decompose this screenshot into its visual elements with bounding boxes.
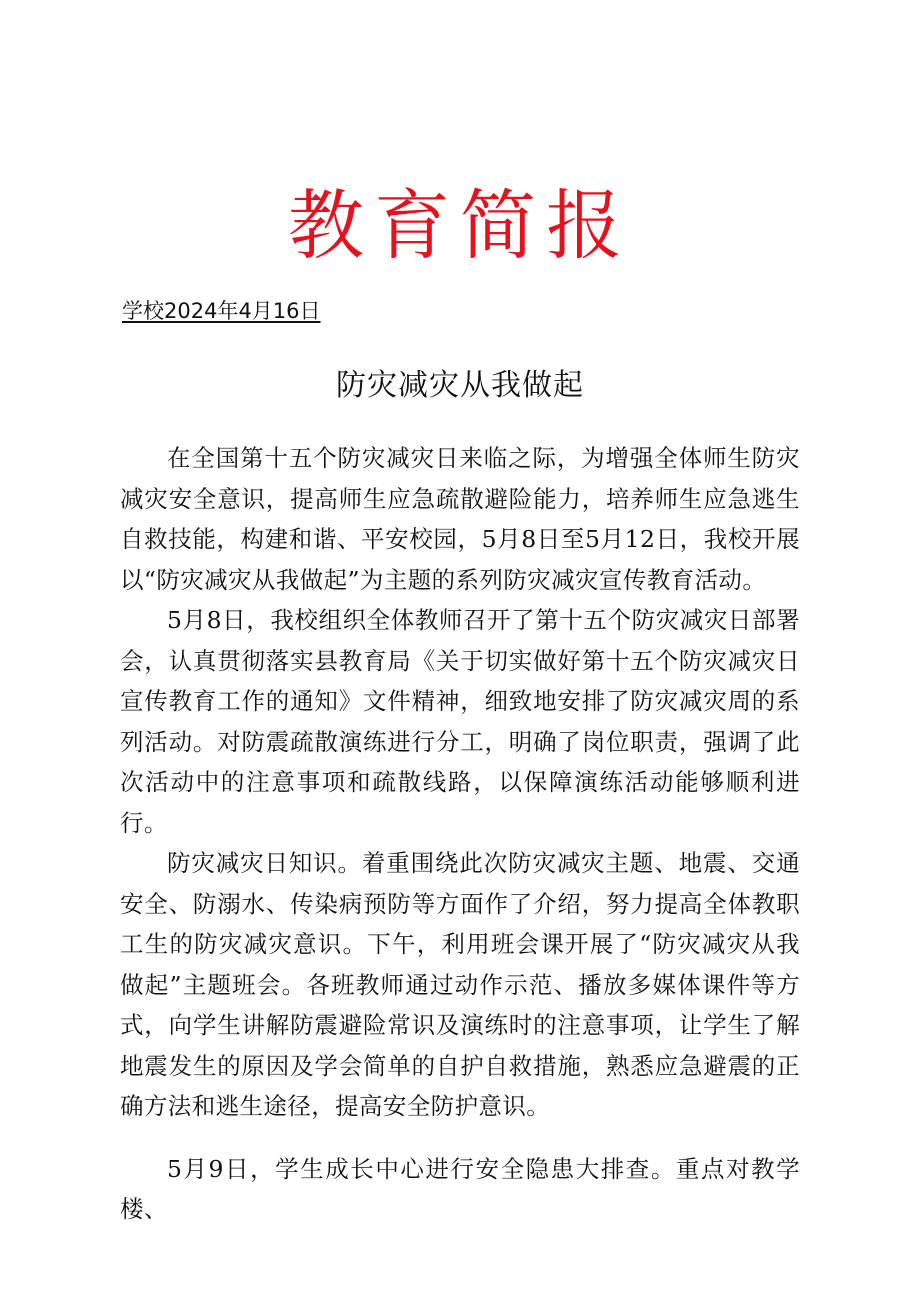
newsletter-masthead: 教育简报 bbox=[288, 181, 632, 270]
issue-date-line: 学校2024年4月16日 bbox=[122, 299, 321, 323]
paragraph-may-8: 5月8日，我校组织全体教师召开了第十五个防灾减灾日部署会，认真贯彻落实县教育局《关于切实做好第十五个防灾减灾日宣传教育工作的通知》文件精神，细致地安排了防灾减灾周的系列活动。对防震疏散演练进行分工，明确了岗位职责，强调了此次活动中的注意事项和疏散线路，以保障演练活动能够顺利进行。 bbox=[120, 606, 800, 837]
paragraph-knowledge: 防灾减灾日知识。着重围绕此次防灾减灾主题、地震、交通安全、防溺水、传染病预防等方面作了介绍，努力提高全体教职工生的防灾减灾意识。下午，利用班会课开展了“防灾减灾从我做起”主题班会。各班教师通过动作示范、播放多媒体课件等方式，向学生讲解防震避险常识及演练时的注意事项，让学生了解地震发生的原因及学会简单的自护自救措施，熟悉应急避震的正确方法和逃生途径，提高安全防护意识。 bbox=[120, 849, 800, 1120]
paragraph-may-9: 5月9日，学生成长中心进行安全隐患大排查。重点对教学楼、 bbox=[120, 1154, 800, 1223]
article-title: 防灾减灾从我做起 bbox=[336, 368, 584, 403]
article-body bbox=[120, 438, 800, 1230]
paragraph-intro: 在全国第十五个防灾减灾日来临之际，为增强全体师生防灾减灾安全意识，提高师生应急疏散避险能力，培养师生应急逃生自救技能，构建和谐、平安校园，5月8日至5月12日，我校开展以“防灾减灾从我做起”为主题的系列防灾减灾宣传教育活动。 bbox=[120, 444, 800, 594]
